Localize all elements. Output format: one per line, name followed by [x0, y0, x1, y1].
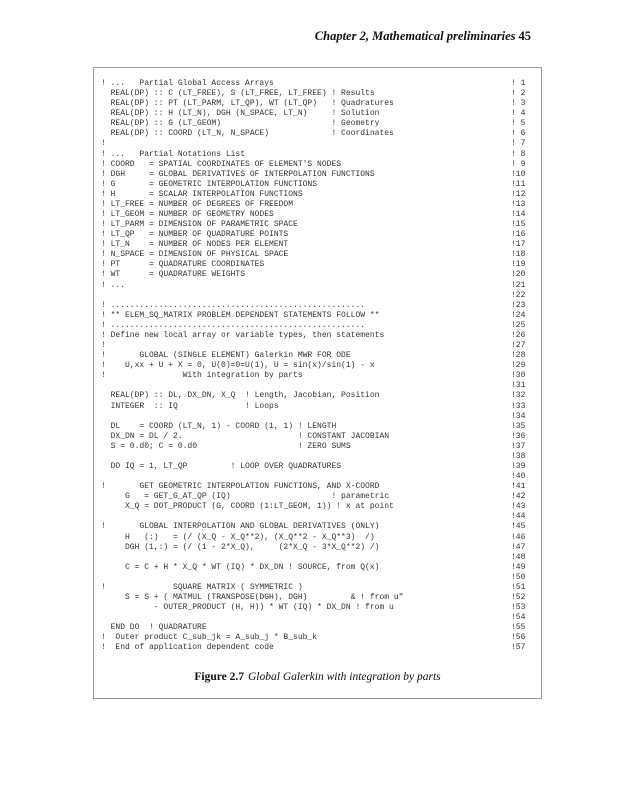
- code-line: [101, 442, 533, 452]
- code-text: REAL(DP) :: COORD (LT_N, N_SPACE) ! Coordinates: [101, 129, 394, 139]
- line-number: !31: [511, 381, 526, 391]
- line-number: !38: [511, 451, 526, 461]
- code-line: [101, 99, 533, 109]
- code-text: ! LT_FREE = NUMBER OF DEGREES OF FREEDOM: [101, 199, 294, 209]
- line-number: !28: [511, 351, 526, 361]
- code-line: [101, 512, 533, 522]
- code-text: ! COORD = SPATIAL COORDINATES OF ELEMENT'S NODES: [101, 159, 342, 169]
- caption-label: Figure 2.7: [194, 671, 244, 683]
- line-number: !52: [511, 592, 526, 602]
- code-text: ! N_SPACE = DIMENSION OF PHYSICAL SPACE: [101, 250, 289, 260]
- code-line: [101, 281, 533, 291]
- code-text: ! DGH = GLOBAL DERIVATIVES OF INTERPOLATION FUNCTIONS: [101, 169, 375, 179]
- code-line: [101, 79, 533, 89]
- code-text: ! H = SCALAR INTERPOLATION FUNCTIONS: [101, 189, 303, 199]
- code-text: ! Define new local array or variable types, then statements: [101, 330, 385, 340]
- code-line: [101, 492, 533, 502]
- code-text: [101, 452, 511, 462]
- code-listing: [101, 79, 533, 653]
- line-number: !37: [511, 441, 526, 451]
- code-text: [101, 512, 511, 522]
- line-number: !22: [511, 290, 526, 300]
- code-line: [101, 260, 533, 270]
- code-line: [101, 502, 533, 512]
- figure-caption: [94, 671, 541, 683]
- line-number: ! 3: [511, 99, 526, 109]
- code-line: [101, 180, 533, 190]
- code-text: ! .....................................................: [101, 300, 366, 310]
- line-number: !43: [511, 502, 526, 512]
- line-number: !12: [511, 189, 526, 199]
- code-text: [101, 412, 511, 422]
- line-number: !42: [511, 492, 526, 502]
- code-line: [101, 230, 533, 240]
- code-text: ! ... Partial Notations List: [101, 149, 246, 159]
- code-text: ! LT_GEOM = NUMBER OF GEOMETRY NODES: [101, 210, 274, 220]
- code-text: ! GLOBAL INTERPOLATION AND GLOBAL DERIVATIVES (ONLY): [101, 522, 380, 532]
- code-text: REAL(DP) :: C (LT_FREE), S (LT_FREE, LT_FREE) ! Results: [101, 89, 375, 99]
- code-text: H (:) = (/ (X_Q - X_Q**2), (X_Q**2 - X_Q**3) /): [101, 532, 375, 542]
- code-text: ! .....................................................: [101, 320, 366, 330]
- code-line: [101, 412, 533, 422]
- line-number: !23: [511, 300, 526, 310]
- code-line: [101, 331, 533, 341]
- code-text: ! SQUARE MATRIX ( SYMMETRIC ): [101, 582, 303, 592]
- line-number: ! 1: [511, 79, 526, 88]
- code-text: X_Q = DOT_PRODUCT (G, COORD (1:LT_GEOM, 1)) ! x at point: [101, 502, 394, 512]
- line-number: !26: [511, 330, 526, 340]
- line-number: !33: [511, 401, 526, 411]
- code-text: DL = COORD (LT_N, 1) - COORD (1, 1) ! LENGTH: [101, 421, 337, 431]
- code-text: ! ...: [101, 280, 126, 290]
- chapter-title: Chapter 2, Mathematical preliminaries: [314, 29, 516, 43]
- code-line: [101, 633, 533, 643]
- code-text: ! LT_N = NUMBER OF NODES PER ELEMENT: [101, 240, 289, 250]
- line-number: !41: [511, 482, 526, 492]
- line-number: ! 4: [511, 109, 526, 119]
- code-line: [101, 563, 533, 573]
- caption-text: Global Galerkin with integration by parts: [248, 671, 441, 683]
- line-number: !27: [511, 341, 526, 351]
- code-text: [101, 291, 511, 301]
- code-line: [101, 371, 533, 381]
- code-line: [101, 341, 533, 351]
- code-line: [101, 462, 533, 472]
- line-number: !51: [511, 582, 526, 592]
- code-line: [101, 291, 533, 301]
- line-number: !29: [511, 361, 526, 371]
- line-number: !32: [511, 391, 526, 401]
- code-line: [101, 170, 533, 180]
- code-text: END DO ! QUADRATURE: [101, 623, 207, 633]
- code-text: REAL(DP) :: H (LT_N), DGH (N_SPACE, LT_N) ! Solution: [101, 109, 380, 119]
- code-text: ! U,xx + U + X = 0, U(0)=0=U(1), U = sin(x)/sin(1) - x: [101, 361, 375, 371]
- code-text: S = S + ( MATMUL (TRANSPOSE(DGH), DGH) & ! from u": [101, 592, 404, 602]
- code-text: ! WT = QUADRATURE WEIGHTS: [101, 270, 246, 280]
- page-number: 45: [518, 29, 531, 43]
- code-line: [101, 623, 533, 633]
- line-number: !36: [511, 431, 526, 441]
- code-text: [101, 381, 511, 391]
- code-text: [101, 573, 511, 583]
- code-line: [101, 643, 533, 653]
- code-line: [101, 160, 533, 170]
- line-number: !56: [511, 633, 526, 643]
- line-number: ! 9: [511, 159, 526, 169]
- line-number: ! 6: [511, 129, 526, 139]
- line-number: !18: [511, 250, 526, 260]
- code-line: [101, 533, 533, 543]
- code-text: ! G = GEOMETRIC INTERPOLATION FUNCTIONS: [101, 179, 318, 189]
- line-number: !39: [511, 461, 526, 471]
- code-line: [101, 361, 533, 371]
- line-number: ! 5: [511, 119, 526, 129]
- line-number: !46: [511, 532, 526, 542]
- line-number: !17: [511, 240, 526, 250]
- line-number: !55: [511, 623, 526, 633]
- code-text: [101, 613, 511, 623]
- code-line: [101, 432, 533, 442]
- code-text: ! GLOBAL (SINGLE ELEMENT) Galerkin MWR FOR ODE: [101, 351, 351, 361]
- code-line: [101, 119, 533, 129]
- code-line: [101, 553, 533, 563]
- code-text: ! PT = QUADRATURE COORDINATES: [101, 260, 265, 270]
- code-text: G = GET_G_AT_QP (IQ) ! parametric: [101, 492, 390, 502]
- code-text: ! End of application dependent code: [101, 643, 274, 653]
- code-line: [101, 150, 533, 160]
- line-number: !44: [511, 512, 526, 522]
- code-line: [101, 543, 533, 553]
- code-text: ! Outer product C_sub_jk = A_sub_j * B_sub_k: [101, 633, 318, 643]
- code-text: S = 0.d0; C = 0.d0 ! ZERO SUMS: [101, 441, 351, 451]
- code-text: DO IQ = 1, LT_QP ! LOOP OVER QUADRATURES: [101, 461, 342, 471]
- code-line: [101, 311, 533, 321]
- code-text: ! LT_PARM = DIMENSION OF PARAMETRIC SPACE: [101, 220, 298, 230]
- code-text: C = C + H * X_Q * WT (IQ) * DX_DN ! SOURCE, from Q(x): [101, 562, 380, 572]
- line-number: !57: [511, 643, 526, 653]
- code-text: DX_DN = DL / 2. ! CONSTANT JACOBIAN: [101, 431, 390, 441]
- line-number: ! 8: [511, 149, 526, 159]
- figure-frame: [93, 67, 542, 699]
- code-line: [101, 613, 533, 623]
- code-text: !: [101, 341, 106, 351]
- code-line: [101, 351, 533, 361]
- code-line: [101, 301, 533, 311]
- code-line: [101, 482, 533, 492]
- line-number: !25: [511, 320, 526, 330]
- line-number: !24: [511, 310, 526, 320]
- code-line: [101, 583, 533, 593]
- line-number: !45: [511, 522, 526, 532]
- code-line: [101, 573, 533, 583]
- code-text: ! LT_QP = NUMBER OF QUADRATURE POINTS: [101, 230, 289, 240]
- code-line: [101, 210, 533, 220]
- line-number: !34: [511, 411, 526, 421]
- code-line: [101, 472, 533, 482]
- code-line: [101, 402, 533, 412]
- code-line: [101, 240, 533, 250]
- code-line: [101, 129, 533, 139]
- line-number: !50: [511, 572, 526, 582]
- line-number: !35: [511, 421, 526, 431]
- code-text: REAL(DP) :: DL, DX_DN, X_Q ! Length, Jacobian, Position: [101, 391, 380, 401]
- code-line: [101, 220, 533, 230]
- line-number: !48: [511, 552, 526, 562]
- code-text: [101, 472, 511, 482]
- line-number: !54: [511, 613, 526, 623]
- line-number: !19: [511, 260, 526, 270]
- code-text: DGH (1,:) = (/ (1 - 2*X_Q), (2*X_Q - 3*X_Q**2) /): [101, 542, 380, 552]
- code-line: [101, 391, 533, 401]
- line-number: !15: [511, 220, 526, 230]
- code-text: ! With integration by parts: [101, 371, 303, 381]
- code-line: [101, 270, 533, 280]
- code-text: INTEGER :: IQ ! Loops: [101, 401, 279, 411]
- code-line: [101, 250, 533, 260]
- line-number: !13: [511, 199, 526, 209]
- code-line: [101, 190, 533, 200]
- line-number: !20: [511, 270, 526, 280]
- line-number: ! 7: [511, 139, 526, 149]
- code-line: [101, 321, 533, 331]
- code-line: [101, 200, 533, 210]
- line-number: !47: [511, 542, 526, 552]
- code-text: [101, 553, 511, 563]
- code-line: [101, 522, 533, 532]
- code-text: - OUTER_PRODUCT (H, H)) * WT (IQ) * DX_DN ! from u: [101, 603, 394, 613]
- line-number: !11: [511, 179, 526, 189]
- line-number: !49: [511, 562, 526, 572]
- line-number: ! 2: [511, 89, 526, 99]
- line-number: !53: [511, 603, 526, 613]
- code-text: ! ** ELEM_SQ_MATRIX PROBLEM DEPENDENT STATEMENTS FOLLOW **: [101, 310, 380, 320]
- code-line: [101, 89, 533, 99]
- line-number: !21: [511, 280, 526, 290]
- code-line: [101, 422, 533, 432]
- code-text: ! GET GEOMETRIC INTERPOLATION FUNCTIONS, AND X-COORD: [101, 482, 380, 492]
- code-text: REAL(DP) :: G (LT_GEOM) ! Geometry: [101, 119, 380, 129]
- code-line: [101, 452, 533, 462]
- code-text: REAL(DP) :: PT (LT_PARM, LT_QP), WT (LT_QP) ! Quadratures: [101, 99, 394, 109]
- line-number: !30: [511, 371, 526, 381]
- code-text: !: [101, 139, 106, 149]
- line-number: !40: [511, 472, 526, 482]
- code-line: [101, 109, 533, 119]
- code-line: [101, 139, 533, 149]
- code-line: [101, 603, 533, 613]
- line-number: !16: [511, 230, 526, 240]
- code-line: [101, 381, 533, 391]
- code-text: ! ... Partial Global Access Arrays: [101, 79, 274, 88]
- page-header: [315, 29, 531, 44]
- code-line: [101, 593, 533, 603]
- line-number: !10: [511, 169, 526, 179]
- line-number: !14: [511, 210, 526, 220]
